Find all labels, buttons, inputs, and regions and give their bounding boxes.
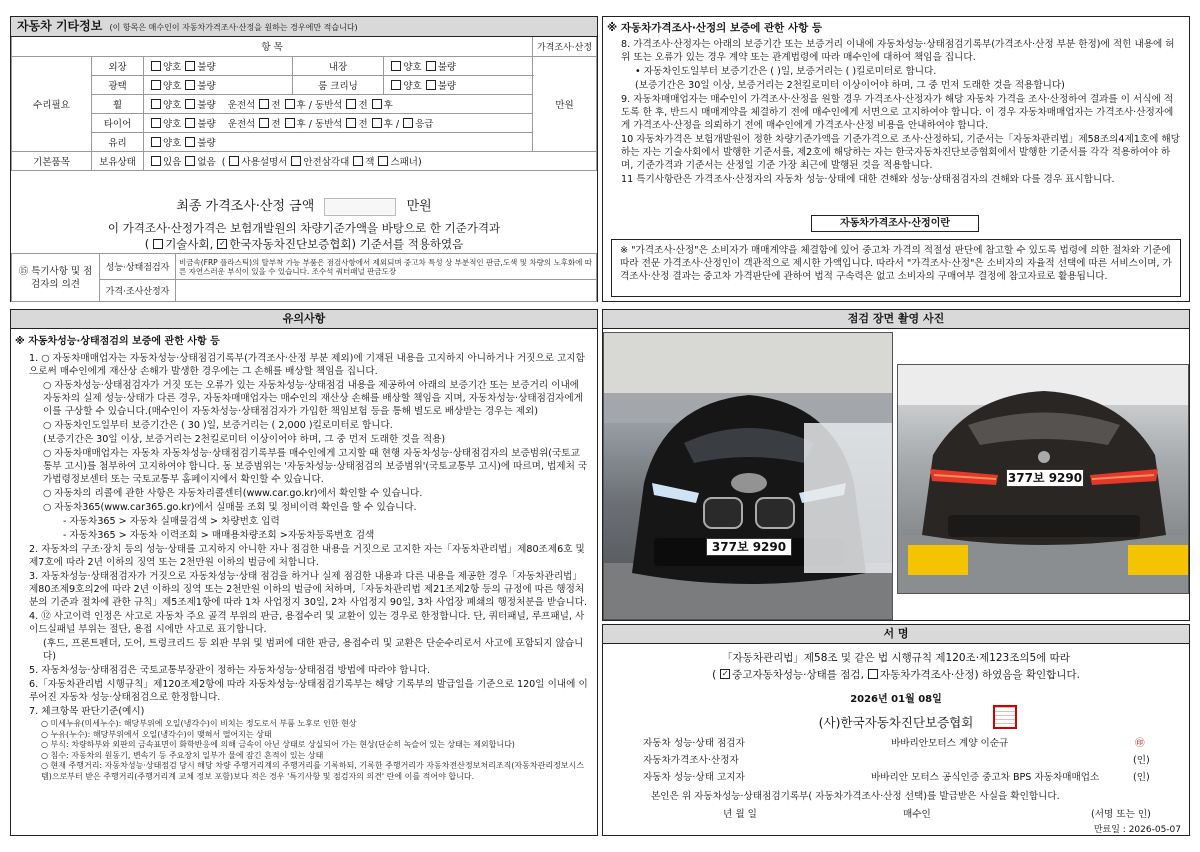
rear-photo xyxy=(897,364,1189,594)
note-5: 5. 자동차성능·상태점검은 국토교통부장관이 정하는 자동차성능·상태점검 방법에 따라야 합니다. xyxy=(29,665,431,676)
tire-driver-front-checkbox[interactable] xyxy=(259,118,269,128)
note-2: 2. 자동차의 구조·장치 등의 성능·상태를 고지하지 아니한 자나 점검한 내용을 거짓으로 고지한 자는「자동차관리법」제80조제6호 및 제7호에 따라 2년 이하의 징역 또는 2천만원 이하의 벌금에 처합니다. xyxy=(29,544,585,568)
criteria-3: ○ 부식: 차량하부와 외판의 금속표면이 화학반응에 의해 금속이 아닌 상태로 상실되어 가는 현상(단순히 녹슬어 있는 상태는 제외합니다) xyxy=(41,740,515,749)
room-checks: 양호 불량 xyxy=(384,75,533,94)
interior-bad-checkbox[interactable] xyxy=(426,61,436,71)
pw-item-8-period: • 자동차인도일부터 보증기간은 ( )일, 보증거리는 ( )킬로미터로 합니다. xyxy=(635,66,937,77)
final-price-input[interactable] xyxy=(324,198,396,216)
none-checkbox[interactable] xyxy=(185,156,195,166)
pw-item-8-note: (보증기간은 30일 이상, 보증거리는 2천킬로미터 이상이어야 하며, 그 중 먼저 도래한 것을 적용합니다) xyxy=(635,80,1065,91)
basic-checks: 있음 없음 ( 사용설명서 안전삼각대 잭 스패너) xyxy=(144,151,597,170)
tire-bad-checkbox[interactable] xyxy=(185,118,195,128)
other-info-header xyxy=(11,17,597,37)
sig-date: 2026년 01월 08일 xyxy=(850,694,942,705)
price-warranty-title: ※ 자동차가격조사·산정의 보증에 관한 사항 등 xyxy=(607,22,823,34)
criteria-4: ○ 침수: 자동차의 원동기, 변속기 등 주요장치 일부가 물에 잠긴 흔적이 있는 상태 xyxy=(41,750,324,760)
note-7: 7. 체크항목 판단기준(예시) xyxy=(29,706,145,717)
basis-line2: ( 기술사회,✓ 한국자동차진단보증협회) 기준서를 적용하였음 xyxy=(11,236,597,252)
definition-text: ※ "가격조사·산정"은 소비자가 매매계약을 체결함에 있어 중고차 가격의 적절성 판단에 참고할 수 있도록 법령에 의한 절차와 기준에 따라 전문 가격조사·산정인이 객관적으로 제시한 가액입니다. 따라서 "가격조사·산정"은 소비자의 자율적 선택에 따른 서비스이며, 가격조사·산정 결과는 중고차 가격판단에 관하여 법적 구속력은 없고 소비자의 구매여부 결정에 참고자료로 활용됩니다. xyxy=(620,245,1172,282)
wheel-driver-front-checkbox[interactable] xyxy=(259,99,269,109)
sig-line2: (✓ 중고자동차성능·상태를 점검, 자동차가격조사·산정) 하였음을 확인합니다. xyxy=(603,667,1189,682)
note-1c: ○ 자동차인도일부터 보증기간은 ( 30 )일, 보증거리는 ( 2,000 )킬로미터로 합니다. xyxy=(43,420,393,431)
tire-passenger-rear-checkbox[interactable] xyxy=(372,118,382,128)
inspector-seal-icon: ㊞ xyxy=(1135,738,1145,749)
room-good-checkbox[interactable] xyxy=(391,80,401,90)
photos-section xyxy=(602,309,1190,621)
sig-line1: 「자동차관리법」제58조 및 같은 법 시행규칙 제120조·제123조의5에 따라 xyxy=(722,652,1070,664)
wheel-checks: 양호 불량 운전석 전 후 / 동반석 전 후 xyxy=(144,94,533,113)
room-bad-checkbox[interactable] xyxy=(426,80,436,90)
pw-item-8: 8. 가격조사·산정자는 아래의 보증기간 또는 보증거리 이내에 자동차성능·상태점검기록부(가격조사·산정 부분 한정)에 적힌 내용에 허위 또는 오류가 있는 경우 계약 또는 관계법령에 따라 매수인에 대하여 책임을 집니다. xyxy=(621,39,1175,63)
sig-ymd-row: 년 월 일 매수인 (서명 또는 인) xyxy=(723,806,1183,820)
tire-driver-rear-checkbox[interactable] xyxy=(285,118,295,128)
note-1f: ○ 자동차의 리콜에 관한 사항은 자동차리콜센터(www.car.go.kr)에서 확인할 수 있습니다. xyxy=(43,488,423,499)
tire-good-checkbox[interactable] xyxy=(151,118,161,128)
price-warranty-list xyxy=(603,38,1189,186)
gloss-good-checkbox[interactable] xyxy=(151,80,161,90)
repair-table xyxy=(11,37,597,171)
signature-header: 서 명 xyxy=(603,625,1189,644)
sig-row-inspector: 자동차 성능·상태 점검자 바바리안모터스 계양 이순규 ㊞ xyxy=(643,735,1183,752)
price-unit: 만원 xyxy=(533,56,597,151)
price-inspector-label: 가격·조사산정자 xyxy=(100,280,176,302)
sig-row-price: 자동차가격조사·산정자 (인) xyxy=(643,755,1150,766)
glass-bad-checkbox[interactable] xyxy=(185,137,195,147)
basis-line1: 이 가격조사·산정가격은 보험개발원의 차량기준가액을 바탕으로 한 기준가격과 xyxy=(107,221,501,235)
row-glass: 유리 xyxy=(92,132,144,151)
sig-row-notifier: 자동차 성능·상태 고지자 바바리안 모터스 공식인증 중고차 BPS 자동차매매업소 (인) xyxy=(643,772,1150,783)
note-1h: - 자동차365 > 자동차 실매물검색 > 차량번호 입력 xyxy=(63,516,280,527)
interior-good-checkbox[interactable] xyxy=(391,61,401,71)
note-4: 4. ⑫ 사고이력 인정은 사고로 자동차 주요 골격 부위의 판금, 용접수리 및 교환이 있는 경우로 한정합니다. 단, 쿼터패널, 루프패널, 사이드실패널 부위는 절단, 용접 시에만 사고로 표기합니다. xyxy=(29,611,585,635)
wheel-driver-rear-checkbox[interactable] xyxy=(285,99,295,109)
basic-label: 기본품목 xyxy=(12,151,92,170)
hold-label: 보유상태 xyxy=(92,151,144,170)
sig-receipt: 본인은 위 자동차성능·상태점검기록부( 자동차가격조사·산정 선택)를 발급받은 사실을 확인합니다. xyxy=(651,791,1060,802)
wheel-passenger-rear-checkbox[interactable] xyxy=(372,99,382,109)
note-1: 1. ○ 자동차매매업자는 자동차성능·상태점검기록부(가격조사·산정 부분 제외)에 기재된 내용을 고지하지 아니하거나 거짓으로 고지함으로써 매수인에게 재산상 손해가 발생한 경우에는 그 손해를 배상할 책임을 집니다. xyxy=(29,353,585,377)
perf-opinion: 비금속(FRP 플라스틱)의 탈부착 가능 부품은 점검사항에서 제외되며 중고차 특성 상 부분적인 판금,도색 및 차량의 노후화에 따른 자연스러운 부식이 있을 수 있습니다. 조수석 쿼터패널 판금도장 xyxy=(176,254,597,280)
other-info-title: 자동차 기타정보 xyxy=(17,19,103,33)
tire-emergency-checkbox[interactable] xyxy=(403,118,413,128)
notes-header: 유의사항 xyxy=(11,310,597,329)
photos-header: 점검 장면 촬영 사진 xyxy=(603,310,1189,329)
note-1e: ○ 자동차매매업자는 자동차 자동차성능·상태점검기록부를 매수인에게 고지할 때 현행 자동차성능·상태점검자의 보증범위(국토교통부 고시)를 첨부하여 고지하여야 합니다. 동 보증범위는 '자동차성능·상태점검의 보증범위'(국토교통부 고시)에 따르며, 법제처 국가법령정보센터 또는 국토교통부 홈페이지에서 확인할 수 있습니다. xyxy=(43,448,588,485)
price-check-checkbox[interactable] xyxy=(868,669,878,679)
note-1d: (보증기간은 30일 이상, 보증거리는 2천킬로미터 이상이어야 하며, 그 중 먼저 도래한 것을 적용) xyxy=(43,434,446,445)
note-1b: ○ 자동차성능·상태점검자가 거짓 또는 오류가 있는 자동차성능·상태점검 내용을 제공하여 아래의 보증기간 또는 보증거리 이내에 자동차의 실제 성능·상태가 다른 경우, 자동차매매업자는 매수인의 재산상 손해를 배상할 책임을 지며, 자동차성능·상태점검자에게 이를 구상할 수 있습니다.(매수인이 자동차성능·상태점검자가 가입한 책임보험 등을 통해 별도로 배상받는 경우는 제외) xyxy=(43,380,583,417)
price-warranty-section xyxy=(602,16,1190,302)
wheel-bad-checkbox[interactable] xyxy=(185,99,195,109)
exterior-good-checkbox[interactable] xyxy=(151,61,161,71)
special-label: ⑮ 특기사항 및 점검자의 의견 xyxy=(12,254,100,302)
pw-item-9: 9. 자동차매매업자는 매수인이 가격조사·산정을 원할 경우 가격조사·산정자가 해당 자동차 가격을 조사·산정하여 결과를 이 서식에 적도록 한 후, 반드시 매매계약을 체결하기 전에 매수인에게 서면으로 고지하여야 합니다. 이 경우 자동차매매업자는 가격조사·산정자에게 가격조사·산정을 의뢰하기 전에 매수인에게 가격조사·산정 비용을 안내하여야 합니다. xyxy=(621,94,1174,131)
row-wheel: 휠 xyxy=(92,94,144,113)
final-price-row xyxy=(11,195,597,216)
front-plate: 377보 9290 xyxy=(706,538,792,556)
pw-item-11: 11 특기사항란은 가격조사·산정자의 자동차 성능·상태에 대한 견해와 성능·상태점검자의 견해와 다를 경우 표시합니다. xyxy=(621,174,1115,185)
note-4b: (후드, 프론트펜더, 도어, 트렁크리드 등 외판 부위 및 범퍼에 대한 판금, 용접수리 및 교환은 단순수리로서 사고에 포함되지 않습니다) xyxy=(43,638,584,662)
jack-checkbox[interactable] xyxy=(353,156,363,166)
row-exterior: 외장 xyxy=(92,56,144,75)
sig-rows xyxy=(643,735,1183,786)
pw-item-10: 10 자동차가격은 보험개발원이 정한 차량기준가액을 기준가격으로 조사·산정하되, 기준서는「자동차관리법」제58조의4제1호에 해당하는 자는 기술사회에서 발행한 기준서를, 제2호에 해당하는 자는 한국자동차진단보증협회에서 발행한 기준서를 각각 적용하여야 하며, 기준가격과 기준서는 산정일 기준 가장 최근에 발행된 것을 적용합니다. xyxy=(621,134,1180,171)
tech-society-checkbox[interactable] xyxy=(153,239,163,249)
row-tire: 타이어 xyxy=(92,113,144,132)
row-room-cleaning: 룸 크리닝 xyxy=(292,75,384,94)
sig-org: (사)한국자동차진단보증협회 xyxy=(818,715,974,730)
perf-check-checkbox[interactable] xyxy=(720,669,730,679)
gloss-checks: 양호 불량 xyxy=(144,75,293,94)
note-1g: ○ 자동차365(www.car365.go.kr)에서 실매물 조회 및 정비이력 확인을 할 수 있습니다. xyxy=(43,502,417,513)
other-info-note: (이 항목은 매수인이 자동차가격조사·산정을 원하는 경우에만 적습니다) xyxy=(109,23,358,32)
col-price-header: 가격조사·산정 xyxy=(533,37,597,56)
notes-section xyxy=(10,309,598,836)
final-price-label: 최종 가격조사·산정 금액 xyxy=(176,199,315,214)
col-item-header: 항 목 xyxy=(12,37,533,56)
gloss-bad-checkbox[interactable] xyxy=(185,80,195,90)
triangle-checkbox[interactable] xyxy=(291,156,301,166)
front-photo xyxy=(603,332,893,620)
definition-box xyxy=(611,239,1181,297)
repair-label: 수리필요 xyxy=(12,56,92,151)
tire-checks: 양호 불량 운전석 전 후 / 동반석 전 후 / 응급 xyxy=(144,113,533,132)
kadia-checkbox[interactable] xyxy=(217,239,227,249)
perf-inspector-label: 성능·상태점검자 xyxy=(100,254,176,280)
glass-good-checkbox[interactable] xyxy=(151,137,161,147)
other-info-section xyxy=(10,16,598,302)
buyer-sign-field[interactable]: (서명 또는 인) xyxy=(1091,809,1151,820)
row-gloss: 광택 xyxy=(92,75,144,94)
org-stamp xyxy=(993,705,1017,729)
expiry-date: 만료일 : 2026-05-07 xyxy=(1093,825,1181,835)
criteria-1: ○ 미세누유(미세누수): 해당부위에 오일(냉각수)이 비치는 정도로서 부품 노후로 인한 현상 xyxy=(41,719,357,728)
notes-subtitle: ※ 자동차성능·상태점검의 보증에 관한 사항 등 xyxy=(15,336,220,347)
criteria-list xyxy=(11,719,597,782)
rear-plate: 377보 9290 xyxy=(1007,471,1083,485)
price-opinion xyxy=(176,280,597,302)
criteria-2: ○ 누유(누수): 해당부위에서 오일(냉각수)이 맺혀서 떨어지는 상태 xyxy=(41,729,272,739)
special-table xyxy=(11,253,597,302)
signature-section xyxy=(602,624,1190,836)
criteria-5: ○ 현재 주행거리: 자동차성능·상태점검 당시 해당 차량 주행거리계의 주행거리를 기록하되, 기록한 주행거리가 자동차전산정보처리조직(자동차관리정보시스템)으로부터 받은 주행거리(주행거리계 교체 정보 포함)보다 적은 경우 '특기사항 및 점검자의 의견' 란에 이를 적어야 합니다. xyxy=(41,761,584,781)
front-car-image xyxy=(604,333,893,620)
wheel-passenger-front-checkbox[interactable] xyxy=(346,99,356,109)
final-price-unit: 만원 xyxy=(406,199,432,214)
note-1i: - 자동차365 > 자동차 이력조회 > 매매용차량조회 >자동차등록번호 검색 xyxy=(63,530,375,541)
note-6: 6.「자동차관리법 시행규칙」제120조제2항에 따라 자동차성능·상태점검기록부는 해당 기록부의 발급일을 기준으로 120일 이내에 이루어진 자동차 성능·상태점검으로 한정합니다. xyxy=(29,679,588,703)
spanner-checkbox[interactable] xyxy=(378,156,388,166)
wheel-good-checkbox[interactable] xyxy=(151,99,161,109)
glass-checks: 양호 불량 xyxy=(144,132,533,151)
interior-checks: 양호 불량 xyxy=(384,56,533,75)
manual-checkbox[interactable] xyxy=(229,156,239,166)
have-checkbox[interactable] xyxy=(151,156,161,166)
exterior-bad-checkbox[interactable] xyxy=(185,61,195,71)
definition-title: 자동차가격조사·산정이란 xyxy=(811,215,979,232)
note-3: 3. 자동차성능·상태점검자가 거짓으로 자동차성능·상태 점검을 하거나 실제 점검한 내용과 다른 내용을 제공한 경우「자동차관리법」제80조제9호의2에 따라 2년 이하의 징역 또는 2천만원 이하의 벌금에 처하며,「자동차관리법 제21조제2항 등의 규정에 따른 행정처분의 기준과 절차에 관한 규칙」제5조제1항에 따라 1차 사업정지 30일, 2차 사업정지 90일, 3차 사업장 폐쇄의 행정처분을 받습니다. xyxy=(29,571,588,608)
tire-passenger-front-checkbox[interactable] xyxy=(346,118,356,128)
notes-list xyxy=(11,350,597,718)
exterior-checks: 양호 불량 xyxy=(144,56,293,75)
row-interior: 내장 xyxy=(292,56,384,75)
